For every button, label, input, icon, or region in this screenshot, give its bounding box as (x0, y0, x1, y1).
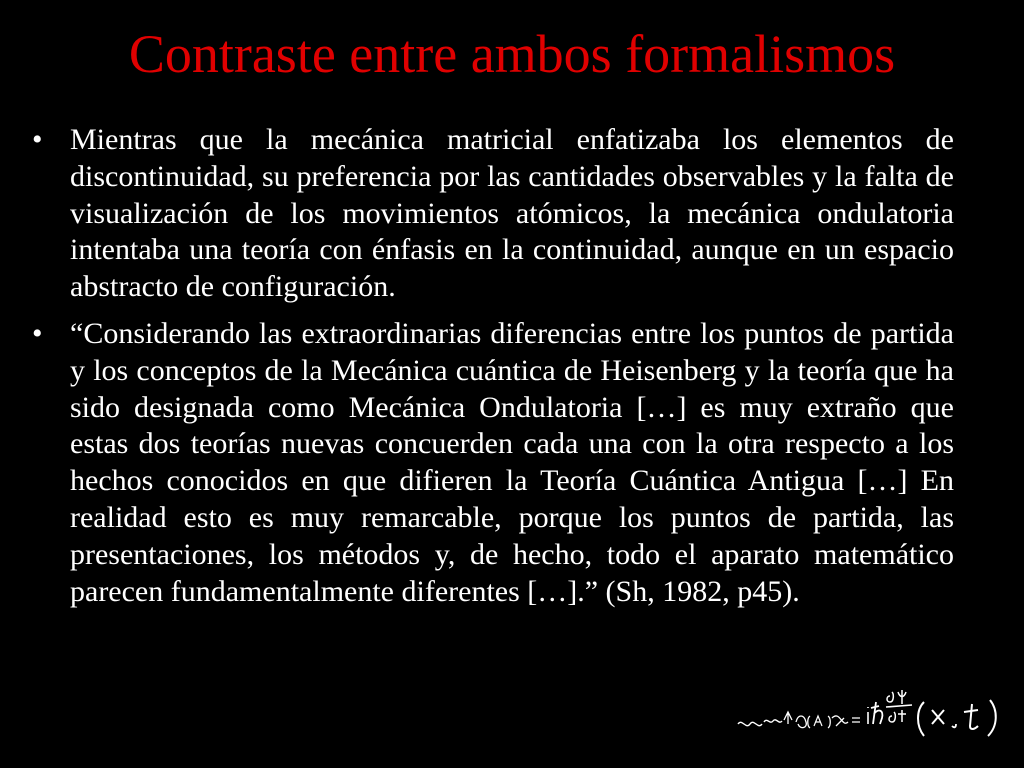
bullet-text: Mientras que la mecánica matricial enfatizaba los elementos de discontinuidad, su preferencia por las cantidades observables y la falta de visualización de los movimientos atómicos, la mecánica ondulatoria intentaba una teoría con énfasis en la continuidad, aunque en un espacio abstracto de configuración. (70, 123, 954, 304)
handwritten-equation-image (728, 682, 1018, 752)
bullet-marker-icon: • (32, 316, 43, 350)
bullet-item (30, 122, 954, 306)
bullet-marker-icon: • (32, 123, 43, 156)
bullet-text: “Considerando las extraordinarias diferencias entre los puntos de partida y los conceptos de la Mecánica cuántica de Heisenberg y la teoría que ha sido designada como Mecánica Ondulatoria […] es muy extraño que estas dos teorías nuevas concuerden cada una con la otra respecto a los hechos conocidos en que difieren la Teoría Cuántica Antigua […] En realidad esto es muy remarcable, porque los puntos de partida, las presentaciones, los métodos y, de hecho, todo el aparato matemático parecen fundamentalmente diferentes […].” (Sh, 1982, p45). (70, 316, 954, 608)
bullet-item (30, 316, 954, 610)
bullet-list (30, 122, 954, 620)
slide-title: Contraste entre ambos formalismos (128, 24, 896, 84)
